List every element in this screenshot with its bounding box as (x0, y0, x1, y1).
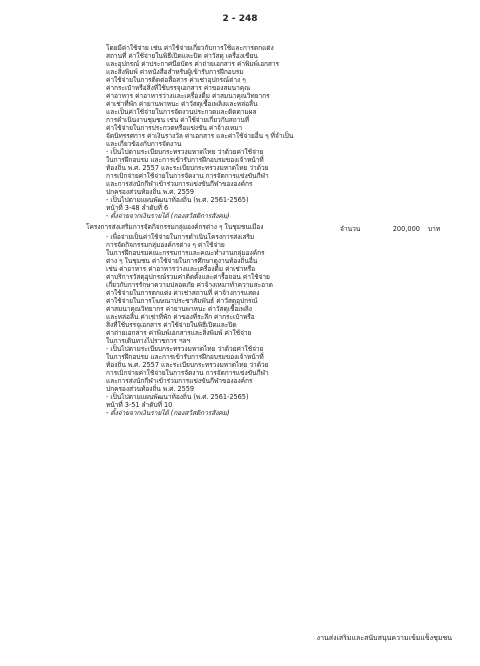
text-line: และอุปกรณ์ ค่าประกาศนียบัตร ค่าถ่ายเอกสาร ค่าพิมพ์เอกสาร (106, 60, 280, 68)
text-line: ค่าเช่าที่พัก ค่ายานพาหนะ ค่าวัสดุเชื้อเพลิงและหล่อลื่น (106, 100, 258, 108)
text-line: หน้าที่ 3-48 ลำดับที่ 6 (106, 204, 169, 212)
item-title: โครงการส่งเสริมการจัดกิจกรรมกลุ่มองค์กรต่าง ๆ ในชุมชนเมือง (86, 223, 264, 231)
text-line: ปกครองส่วนท้องถิ่น พ.ศ. 2559 (106, 385, 195, 393)
text-line: การจัดกิจกรรมกลุ่มองค์กรต่าง ๆ ค่าใช้จ่าย (106, 241, 225, 249)
text-line: สิ่งที่ใช้บรรจุเอกสาร ค่าใช้จ่ายในพิธีเปิดและปิด (106, 321, 237, 329)
page-number: 2 - 248 (222, 14, 258, 24)
budget-item-header (86, 223, 466, 232)
text-line: - เป็นไปตามแผนพัฒนาท้องถิ่น (พ.ศ. 2561-2565) (106, 393, 249, 401)
text-line: - ตั้งจ่ายจากเงินรายได้ (กองสวัสดิการสังคม) (106, 409, 230, 417)
text-line: การดำเนินงานชุมชน เช่น ค่าใช้จ่ายเกี่ยวกับสถานที่ (106, 116, 250, 124)
text-line: ค่าใช้จ่ายในการติดต่อสื่อสาร ค่าเช่าอุปกรณ์ต่าง ๆ (106, 76, 246, 84)
text-line: - เป็นไปตามระเบียบกระทรวงมหาดไทย ว่าด้วยค่าใช้จ่าย (106, 148, 264, 156)
text-line: ค่าใช้จ่ายในการประกวดหรือแข่งขัน ค่าจ้างเหมา (106, 124, 243, 132)
text-line: สถานที่ ค่าใช้จ่ายในพิธีเปิดและปิด ค่าวัสดุ เครื่องเขียน (106, 52, 258, 60)
text-line: และการส่งนักกีฬาเข้าร่วมการแข่งขันกีฬาขององค์กร (106, 377, 253, 385)
text-line: เช่น ค่าอาหาร ค่าอาหารว่างและเครื่องดื่ม ค่าเช่าหรือ (106, 265, 256, 273)
text-line: ค่าสมนาคุณวิทยากร ค่ายานพาหนะ ค่าวัสดุเชื้อเพลิง (106, 305, 252, 313)
text-line: - ตั้งจ่ายจากเงินรายได้ (กองสวัสดิการสังคม) (106, 212, 230, 220)
budget-amount (340, 223, 440, 234)
amount-label: จำนวน (340, 225, 361, 233)
text-block-2 (106, 233, 273, 417)
amount-unit: บาท (428, 225, 441, 233)
text-line: และสิ่งพิมพ์ ค่าหนังสือสำหรับผู้เข้ารับการฝึกอบรม (106, 68, 244, 76)
text-line: จัดนิทรรศการ ค่าเงินรางวัล ค่าเอกสาร และค่าใช้จ่ายอื่น ๆ ที่จำเป็น (106, 132, 294, 140)
text-line: ค่าใช้จ่ายในการตกแต่ง ค่าเช่าสถานที่ ค่าจ้างการแสดง (106, 289, 260, 297)
text-line: ปกครองส่วนท้องถิ่น พ.ศ. 2559 (106, 188, 195, 196)
text-line: ค่าบริการวัสดุอุปกรณ์รวมค่าติดตั้งและค่ารื้อถอน ค่าใช้จ่าย (106, 273, 270, 281)
amount-value: 200,000 (392, 225, 420, 233)
text-line: ค่าถ่ายเอกสาร ค่าพิมพ์เอกสารและสิ่งพิมพ์ ค่าใช้จ่าย (106, 329, 252, 337)
text-line: โดยมีค่าใช้จ่าย เช่น ค่าใช้จ่ายเกี่ยวกับการใช้และการตกแต่ง (106, 44, 274, 52)
text-line: ในการเดินทางไปราชการ ฯลฯ (106, 337, 191, 345)
text-line: - เป็นไปตามระเบียบกระทรวงมหาดไทย ว่าด้วยค่าใช้จ่าย (106, 345, 264, 353)
text-line: และเป็นค่าใช้จ่ายในการจัดงานประกวดและติดตามผล (106, 108, 257, 116)
text-line: หน้าที่ 3-51 ลำดับที่ 10 (106, 401, 173, 409)
text-line: ค่าใช้จ่ายในการโฆษณาประชาสัมพันธ์ ค่าวัสดุอุปกรณ์ (106, 297, 258, 305)
text-line: การเบิกจ่ายค่าใช้จ่ายในการจัดงาน การจัดการแข่งขันกีฬา (106, 369, 269, 377)
text-line: ค่าอาหาร ค่าอาหารว่างและเครื่องดื่ม ค่าสมนาคุณวิทยากร (106, 92, 270, 100)
text-line: และการส่งนักกีฬาเข้าร่วมการแข่งขันกีฬาขององค์กร (106, 180, 253, 188)
text-line: และเกี่ยวข้องกับการจัดงาน (106, 140, 182, 148)
text-line: ต่าง ๆ ในชุมชน ค่าใช้จ่ายในการศึกษาดูงานท้องถิ่นอื่น (106, 257, 258, 265)
text-line: ในการฝึกอบรม และการเข้ารับการฝึกอบรมของเจ้าหน้าที่ (106, 156, 264, 164)
text-line: - เพื่อจ่ายเป็นค่าใช้จ่ายในการดำเนินโครงการส่งเสริม (106, 233, 255, 241)
text-line: เกี่ยวกับการรักษาความปลอดภัย ค่าจ้างเหมาทำความสะอาด (106, 281, 273, 289)
text-line: ในการฝึกอบรมคณะกรรมการและคณะทำงานกลุ่มองค์กร (106, 249, 265, 257)
text-line: ค่ากระเป๋าหรือสิ่งที่ใช้บรรจุเอกสาร ค่าของสมนาคุณ (106, 84, 251, 92)
text-block-1 (106, 44, 293, 220)
text-line: และหล่อลื่น ค่าเช่าที่พัก ค่าของที่ระลึก ค่ากระเป๋าหรือ (106, 313, 255, 321)
text-line: ท้องถิ่น พ.ศ. 2557 และระเบียบกระทรวงมหาดไทย ว่าด้วย (106, 361, 269, 369)
page-footer: งานส่งเสริมและสนับสนุนความเข้มแข็งชุมชน (316, 634, 452, 642)
text-line: ท้องถิ่น พ.ศ. 2557 และระเบียบกระทรวงมหาดไทย ว่าด้วย (106, 164, 269, 172)
text-line: ในการฝึกอบรม และการเข้ารับการฝึกอบรมของเจ้าหน้าที่ (106, 353, 264, 361)
text-line: - เป็นไปตามแผนพัฒนาท้องถิ่น (พ.ศ. 2561-2565) (106, 196, 249, 204)
text-line: การเบิกจ่ายค่าใช้จ่ายในการจัดงาน การจัดการแข่งขันกีฬา (106, 172, 269, 180)
